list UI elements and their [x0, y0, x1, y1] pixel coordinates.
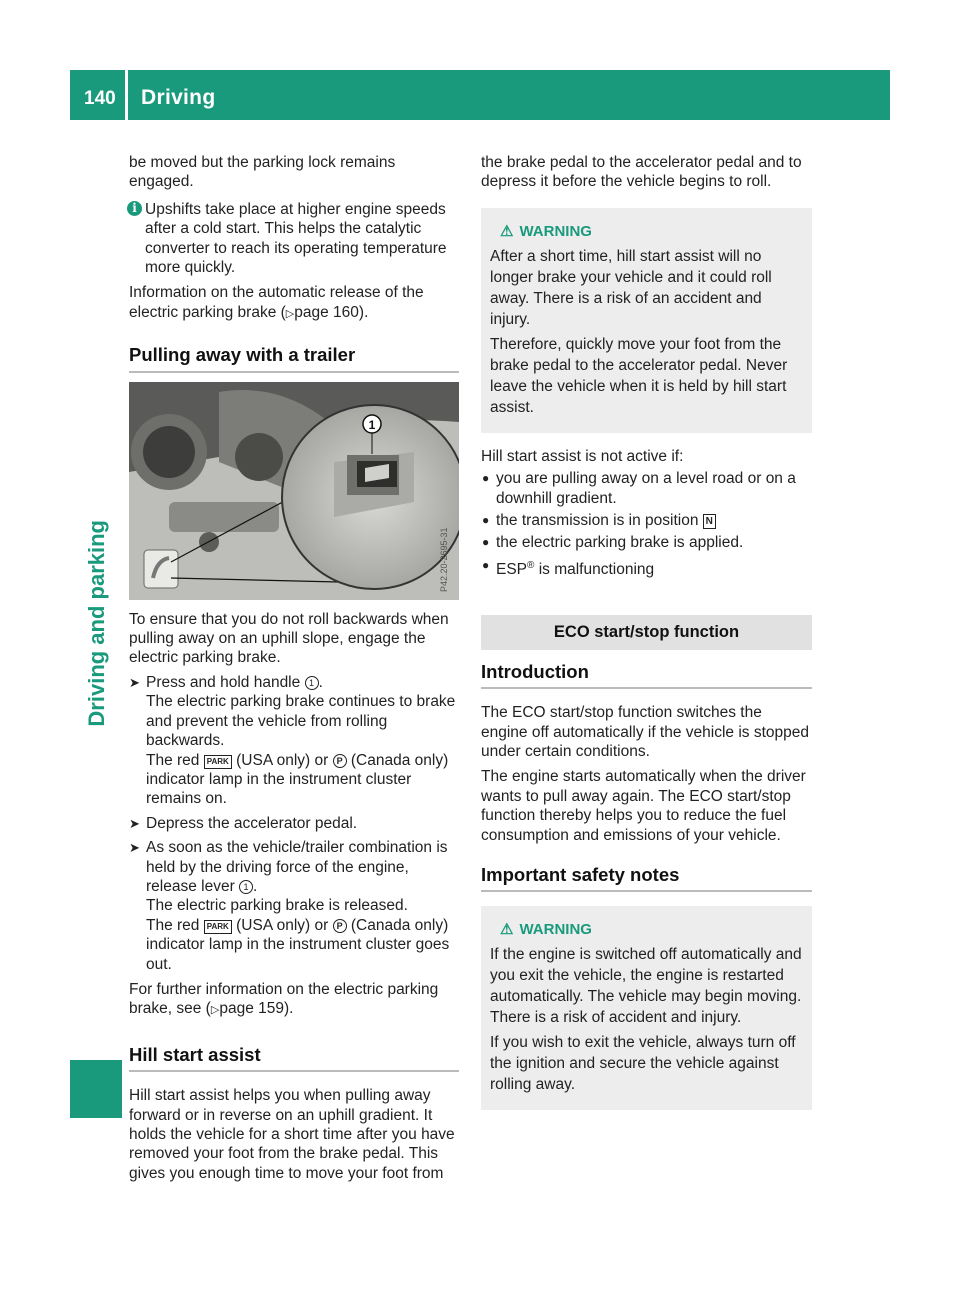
warning-heading: ⚠ WARNING	[500, 921, 592, 939]
auto-release-text: Information on the automatic release of the electric parking brake (▷page 160).	[129, 284, 424, 321]
warning-heading: ⚠ WARNING	[500, 222, 592, 240]
warning-triangle-icon: ⚠	[500, 921, 514, 939]
svg-text:1: 1	[368, 417, 376, 432]
warning-text-1: After a short time, hill start assist will no longer brake your vehicle and it could roll away. There is a risk of an accident and injury.	[490, 247, 772, 328]
list-item: ● the electric parking brake is applied.	[482, 534, 744, 552]
warning-text-1: If the engine is switched off automatically and you exit the vehicle, the engine is restarted automatically. The vehicle may begin moving. There is a risk of accident and injury.	[490, 946, 802, 1027]
step-arrow-icon: ➤	[129, 674, 140, 690]
handle-number-icon: 1	[305, 676, 319, 690]
list-item: ● the transmission is in position N	[481, 511, 812, 530]
page-ref-arrow-icon: ▷	[285, 307, 295, 320]
warning-box-eco	[481, 906, 812, 1110]
header-divider	[125, 70, 128, 120]
parking-brake-figure	[129, 382, 459, 600]
right-column	[481, 153, 812, 1110]
continued-text: the brake pedal to the accelerator pedal and to depress it before the vehicle begins to roll.	[481, 154, 802, 191]
warning-text-2: If you wish to exit the vehicle, always turn off the ignition and secure the vehicle against rolling away.	[490, 1034, 796, 1094]
list-item: ● ESP® is malfunctioning	[482, 557, 655, 578]
side-section-label: Driving and parking	[84, 520, 109, 727]
step-1: ➤ Press and hold handle 1 . The electric parking brake continues to brake and prevent the vehicle from rolling backwards. The red PARK (USA only) or P (Canada only) indicator lamp in the instrument cluster remains on.	[129, 673, 459, 809]
p-lamp-icon: P	[333, 919, 347, 933]
park-lamp-icon: PARK	[204, 755, 232, 769]
side-tab-marker	[70, 1060, 122, 1118]
further-info-text: For further information on the electric parking brake, see (▷page 159).	[129, 980, 439, 1018]
neutral-position-icon: N	[703, 514, 716, 529]
section-bar-eco: ECO start/stop function	[481, 615, 812, 649]
bullet-icon: ●	[482, 557, 490, 572]
trailer-text: To ensure that you do not roll backwards when pulling away on an uphill slope, engage the electric parking brake.	[129, 610, 449, 667]
page-ref-arrow-icon: ▷	[210, 1004, 220, 1017]
step-3-lamp: The red PARK (USA only) or P (Canada only) indicator lamp in the instrument cluster goes out.	[146, 916, 450, 973]
heading-introduction: Introduction	[481, 662, 812, 689]
bullet-icon: ●	[482, 535, 490, 550]
step-1-lamp: The red PARK (USA only) or P (Canada only) indicator lamp in the instrument cluster remains on.	[146, 751, 449, 808]
info-note	[129, 200, 459, 278]
step-arrow-icon: ➤	[129, 840, 140, 856]
info-icon: i	[127, 201, 142, 216]
page-ref-link[interactable]: page 160).	[294, 303, 369, 321]
left-column	[129, 153, 459, 1183]
park-lamp-icon: PARK	[204, 920, 232, 934]
dashboard-illustration	[129, 382, 459, 600]
warning-text-2: Therefore, quickly move your foot from the brake pedal to the accelerator pedal. Never leave the vehicle when it is held by hill start assist.	[490, 335, 788, 416]
page-number: 140	[84, 88, 116, 109]
bullet-icon: ●	[482, 513, 490, 528]
eco-restart-text: The engine starts automatically when the driver wants to pull away again. The ECO start/stop function thereby helps you to reduce the fuel consumption and emissions of your vehicle.	[481, 768, 806, 844]
figure-code: P42.20-2695-31	[439, 527, 449, 592]
step-arrow-icon: ➤	[129, 815, 140, 831]
bullet-icon: ●	[482, 471, 490, 486]
heading-safety-notes: Important safety notes	[481, 865, 812, 892]
hill-start-text: Hill start assist helps you when pulling away forward or in reverse on an uphill gradient. It holds the vehicle for a short time after you have removed your foot from the brake pedal. This gives you enough time to move your foot from	[129, 1087, 455, 1182]
lever-number-icon: 1	[239, 880, 253, 894]
intro-text: be moved but the parking lock remains engaged.	[129, 154, 396, 191]
warning-box-hill-start	[481, 208, 812, 433]
info-note-text: Upshifts take place at higher engine speeds after a cold start. This helps the catalytic converter to reach its operating temperature more quickly.	[145, 200, 447, 277]
not-active-intro: Hill start assist is not active if:	[481, 447, 684, 465]
step-2: ➤ Depress the accelerator pedal.	[129, 814, 358, 832]
list-item: ● you are pulling away on a level road or on a downhill gradient.	[482, 470, 796, 507]
warning-triangle-icon: ⚠	[500, 222, 514, 240]
eco-intro-text: The ECO start/stop function switches the engine off automatically if the vehicle is stopped under certain conditions.	[481, 704, 809, 761]
heading-hill-start-assist: Hill start assist	[129, 1045, 459, 1072]
step-3: ➤ As soon as the vehicle/trailer combination is held by the driving force of the engine, release lever 1 . The electric parking brake is released. The red PARK (USA only) or P (Canada only) indicator lamp in the instrument cluster goes out.	[129, 838, 459, 974]
page-title: Driving	[141, 86, 216, 109]
page-ref-link[interactable]: page 159).	[219, 1000, 294, 1018]
step-3-result: The electric parking brake is released.	[146, 897, 408, 915]
heading-pulling-away-trailer: Pulling away with a trailer	[129, 345, 459, 372]
p-lamp-icon: P	[333, 754, 347, 768]
step-1-result: The electric parking brake continues to brake and prevent the vehicle from rolling backwards.	[146, 693, 456, 750]
